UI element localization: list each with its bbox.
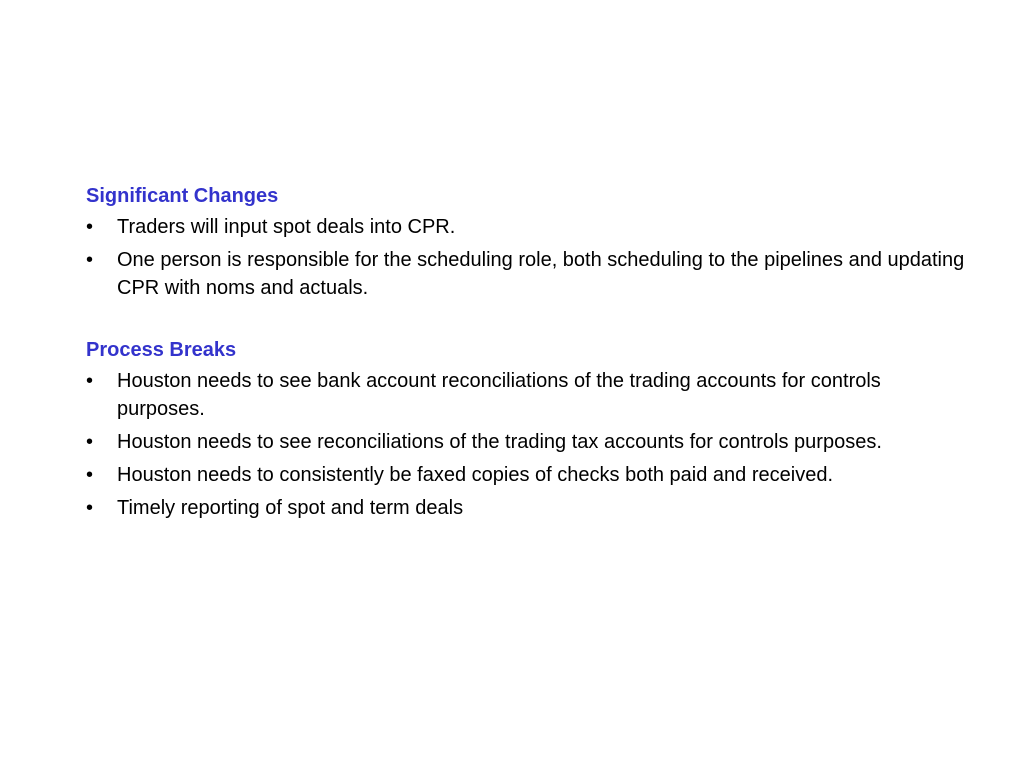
- list-item-text: Traders will input spot deals into CPR.: [117, 216, 456, 238]
- bullet-icon: •: [86, 370, 94, 392]
- list-item-text: One person is responsible for the scheduling role, both scheduling to the pipelines and updating CPR with noms and actuals.: [117, 249, 965, 299]
- bullet-list: [86, 367, 966, 522]
- list-item: [86, 428, 966, 456]
- list-item: [86, 246, 966, 302]
- list-item: [86, 367, 966, 423]
- list-item-text: Houston needs to see reconciliations of the trading tax accounts for controls purposes.: [117, 431, 882, 453]
- list-item: [86, 213, 966, 241]
- section-heading: Significant Changes: [86, 185, 279, 207]
- section-significant-changes: [86, 182, 966, 302]
- bullet-icon: •: [86, 464, 94, 486]
- list-item: [86, 461, 966, 489]
- list-item: [86, 494, 966, 522]
- section-heading: Process Breaks: [86, 339, 237, 361]
- bullet-icon: •: [86, 497, 94, 519]
- section-spacer: [86, 307, 966, 336]
- slide-content: [86, 182, 966, 527]
- section-process-breaks: [86, 336, 966, 522]
- bullet-icon: •: [86, 249, 94, 271]
- bullet-icon: •: [86, 216, 94, 238]
- list-item-text: Timely reporting of spot and term deals: [117, 497, 464, 519]
- bullet-list: [86, 213, 966, 302]
- list-item-text: Houston needs to consistently be faxed copies of checks both paid and received.: [117, 464, 834, 486]
- bullet-icon: •: [86, 431, 94, 453]
- list-item-text: Houston needs to see bank account reconciliations of the trading accounts for controls purposes.: [117, 370, 881, 420]
